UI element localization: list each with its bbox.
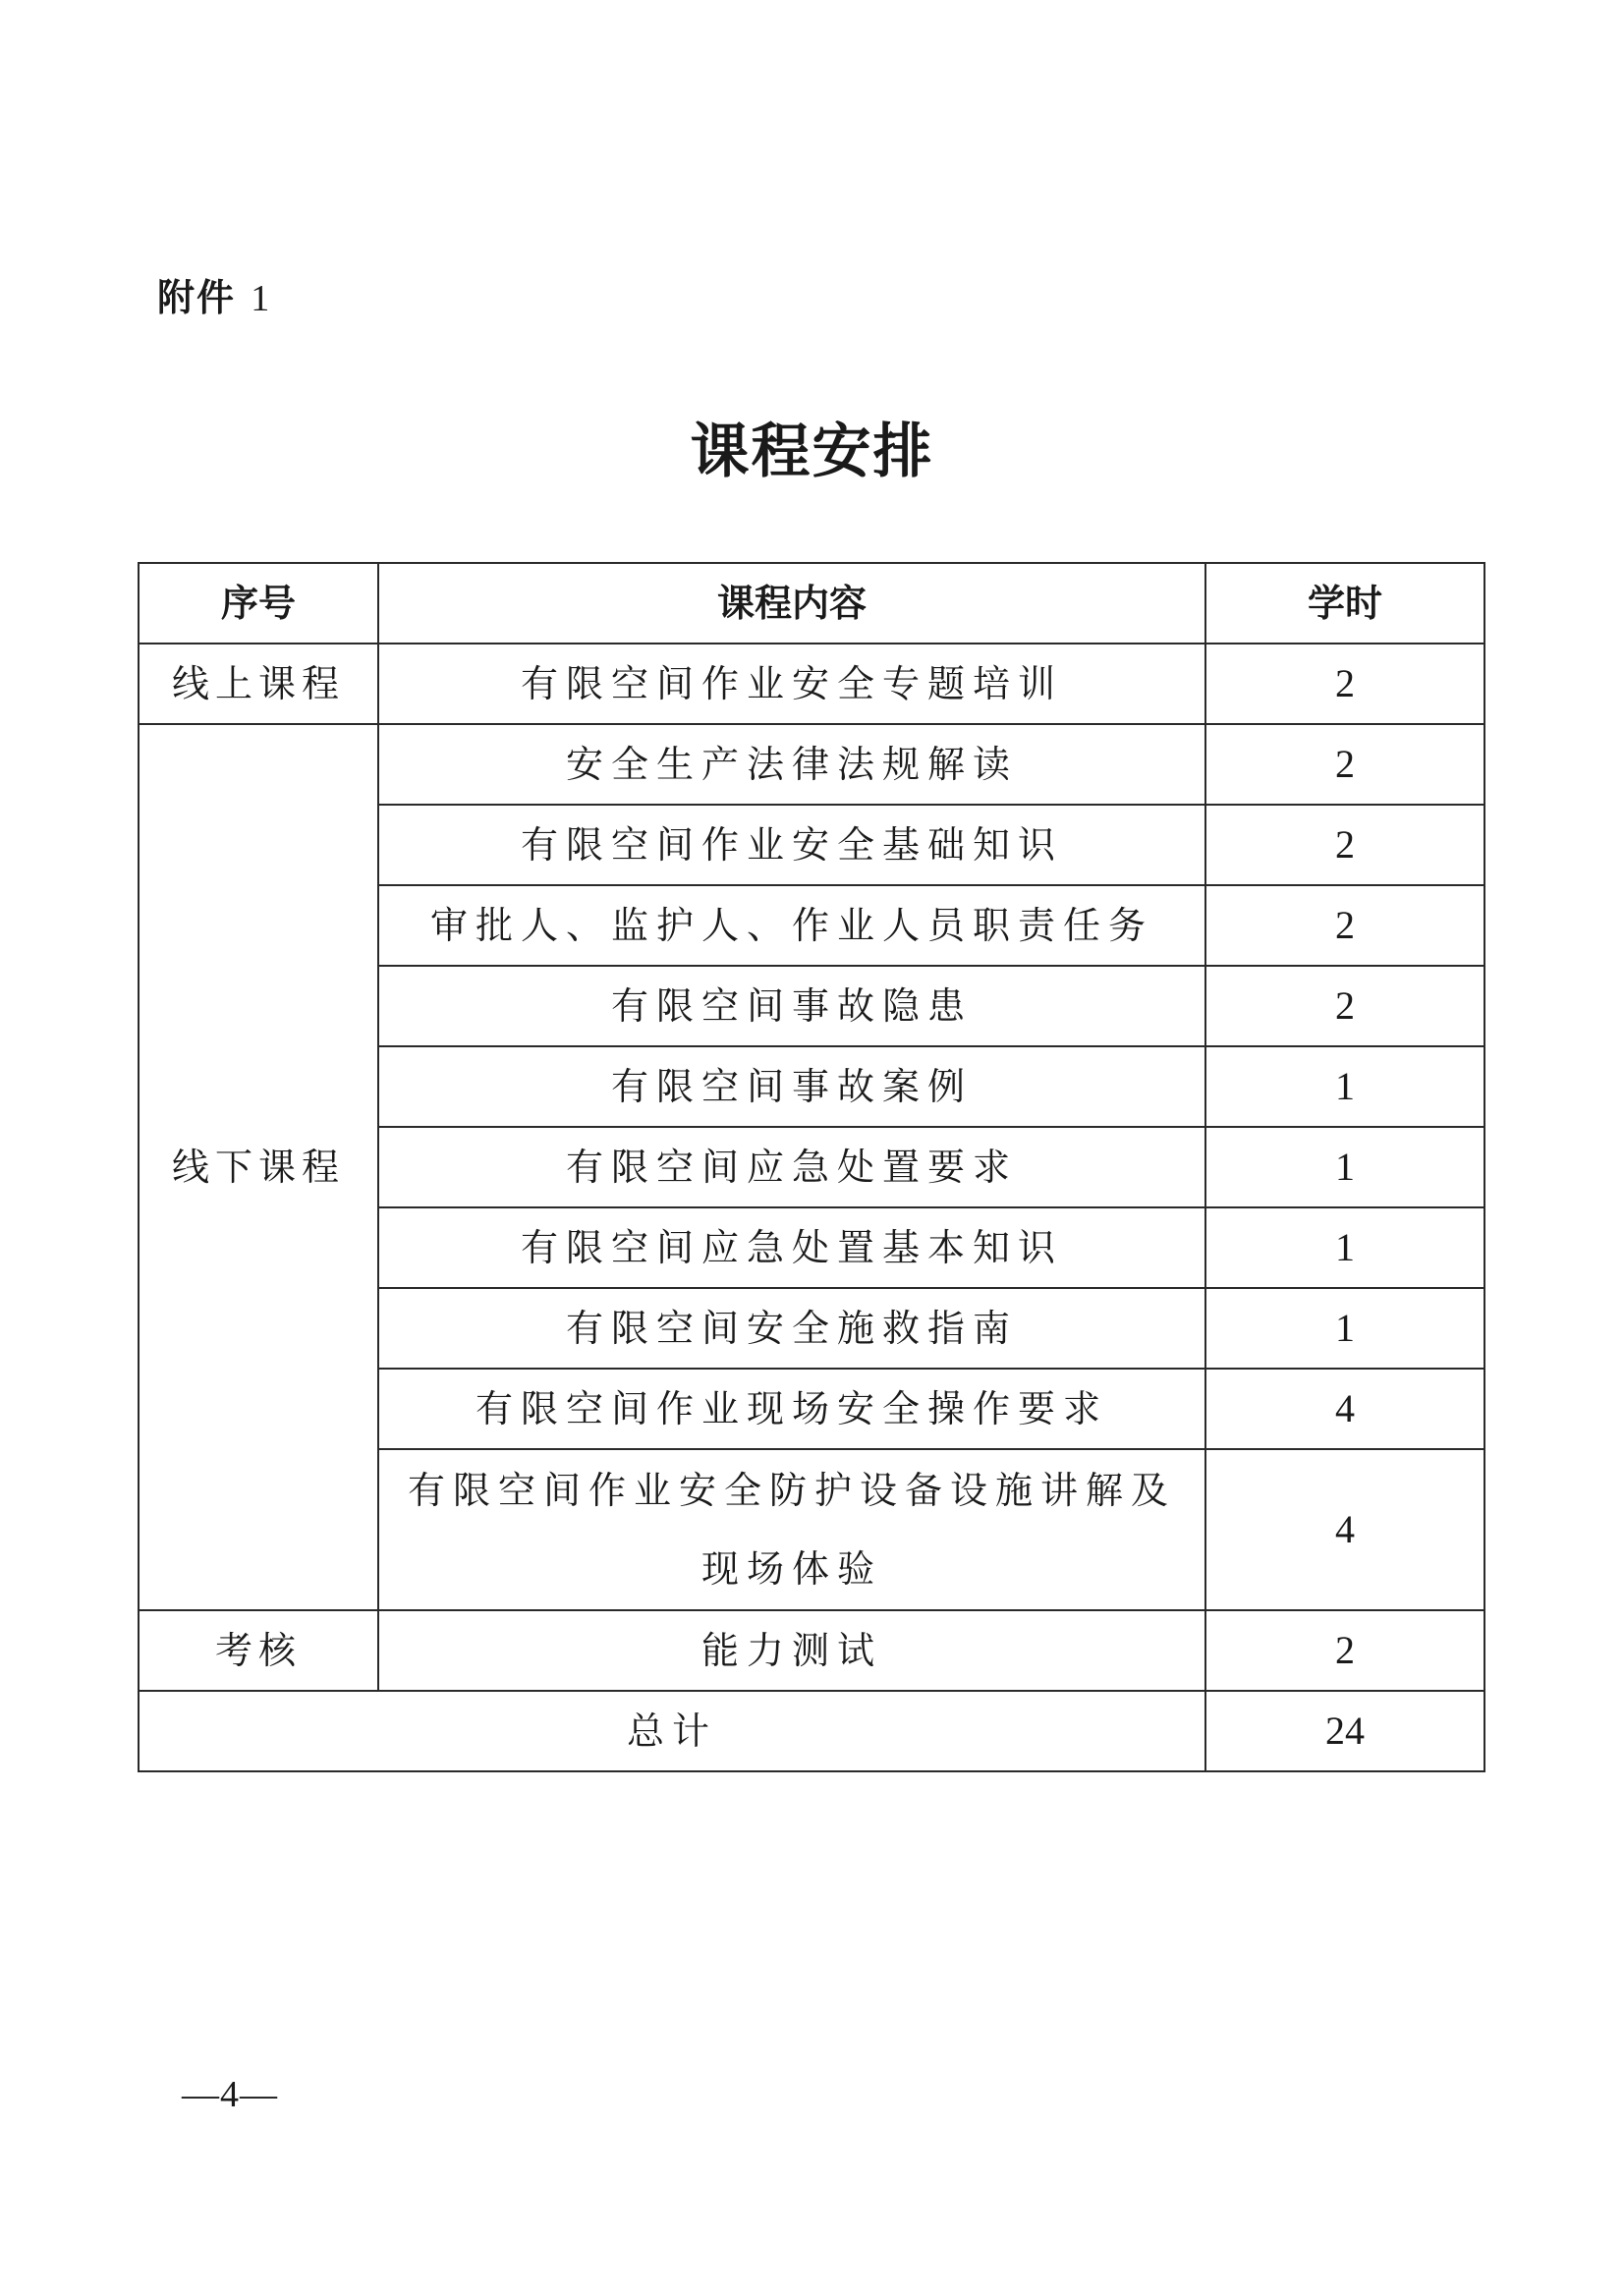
hours-cell: 2 [1205, 724, 1484, 805]
category-online: 线上课程 [139, 644, 378, 724]
hours-cell: 4 [1205, 1369, 1484, 1449]
course-cell: 有限空间事故案例 [378, 1046, 1205, 1127]
category-offline: 线下课程 [139, 724, 378, 1610]
total-label: 总计 [139, 1691, 1205, 1771]
attachment-number: 1 [251, 278, 272, 319]
course-cell: 有限空间作业安全专题培训 [378, 644, 1205, 724]
hours-cell: 1 [1205, 1207, 1484, 1288]
attachment-label [157, 267, 271, 321]
course-cell: 有限空间作业现场安全操作要求 [378, 1369, 1205, 1449]
course-cell: 审批人、监护人、作业人员职责任务 [378, 885, 1205, 966]
course-schedule-table [138, 562, 1485, 1772]
table-row [139, 644, 1484, 724]
header-index: 序号 [139, 563, 378, 644]
page-number: —4— [182, 2074, 278, 2115]
hours-cell: 1 [1205, 1046, 1484, 1127]
header-content: 课程内容 [378, 563, 1205, 644]
attachment-text: 附件 [157, 276, 237, 319]
table-row [139, 724, 1484, 805]
course-cell: 有限空间应急处置基本知识 [378, 1207, 1205, 1288]
hours-cell: 1 [1205, 1288, 1484, 1369]
hours-cell: 2 [1205, 966, 1484, 1046]
page-title: 课程安排 [690, 418, 934, 486]
total-hours: 24 [1205, 1691, 1484, 1771]
hours-cell: 4 [1205, 1449, 1484, 1610]
course-cell: 有限空间作业安全基础知识 [378, 805, 1205, 885]
header-hours: 学时 [1205, 563, 1484, 644]
course-cell: 有限空间作业安全防护设备设施讲解及现场体验 [378, 1449, 1205, 1610]
hours-cell: 2 [1205, 1610, 1484, 1691]
hours-cell: 2 [1205, 805, 1484, 885]
course-cell: 有限空间安全施救指南 [378, 1288, 1205, 1369]
course-cell: 能力测试 [378, 1610, 1205, 1691]
category-exam: 考核 [139, 1610, 378, 1691]
course-cell: 安全生产法律法规解读 [378, 724, 1205, 805]
course-cell: 有限空间应急处置要求 [378, 1127, 1205, 1207]
course-cell: 有限空间事故隐患 [378, 966, 1205, 1046]
table-row [139, 1610, 1484, 1691]
table-total-row [139, 1691, 1484, 1771]
table-header-row [139, 563, 1484, 644]
hours-cell: 2 [1205, 644, 1484, 724]
hours-cell: 2 [1205, 885, 1484, 966]
hours-cell: 1 [1205, 1127, 1484, 1207]
